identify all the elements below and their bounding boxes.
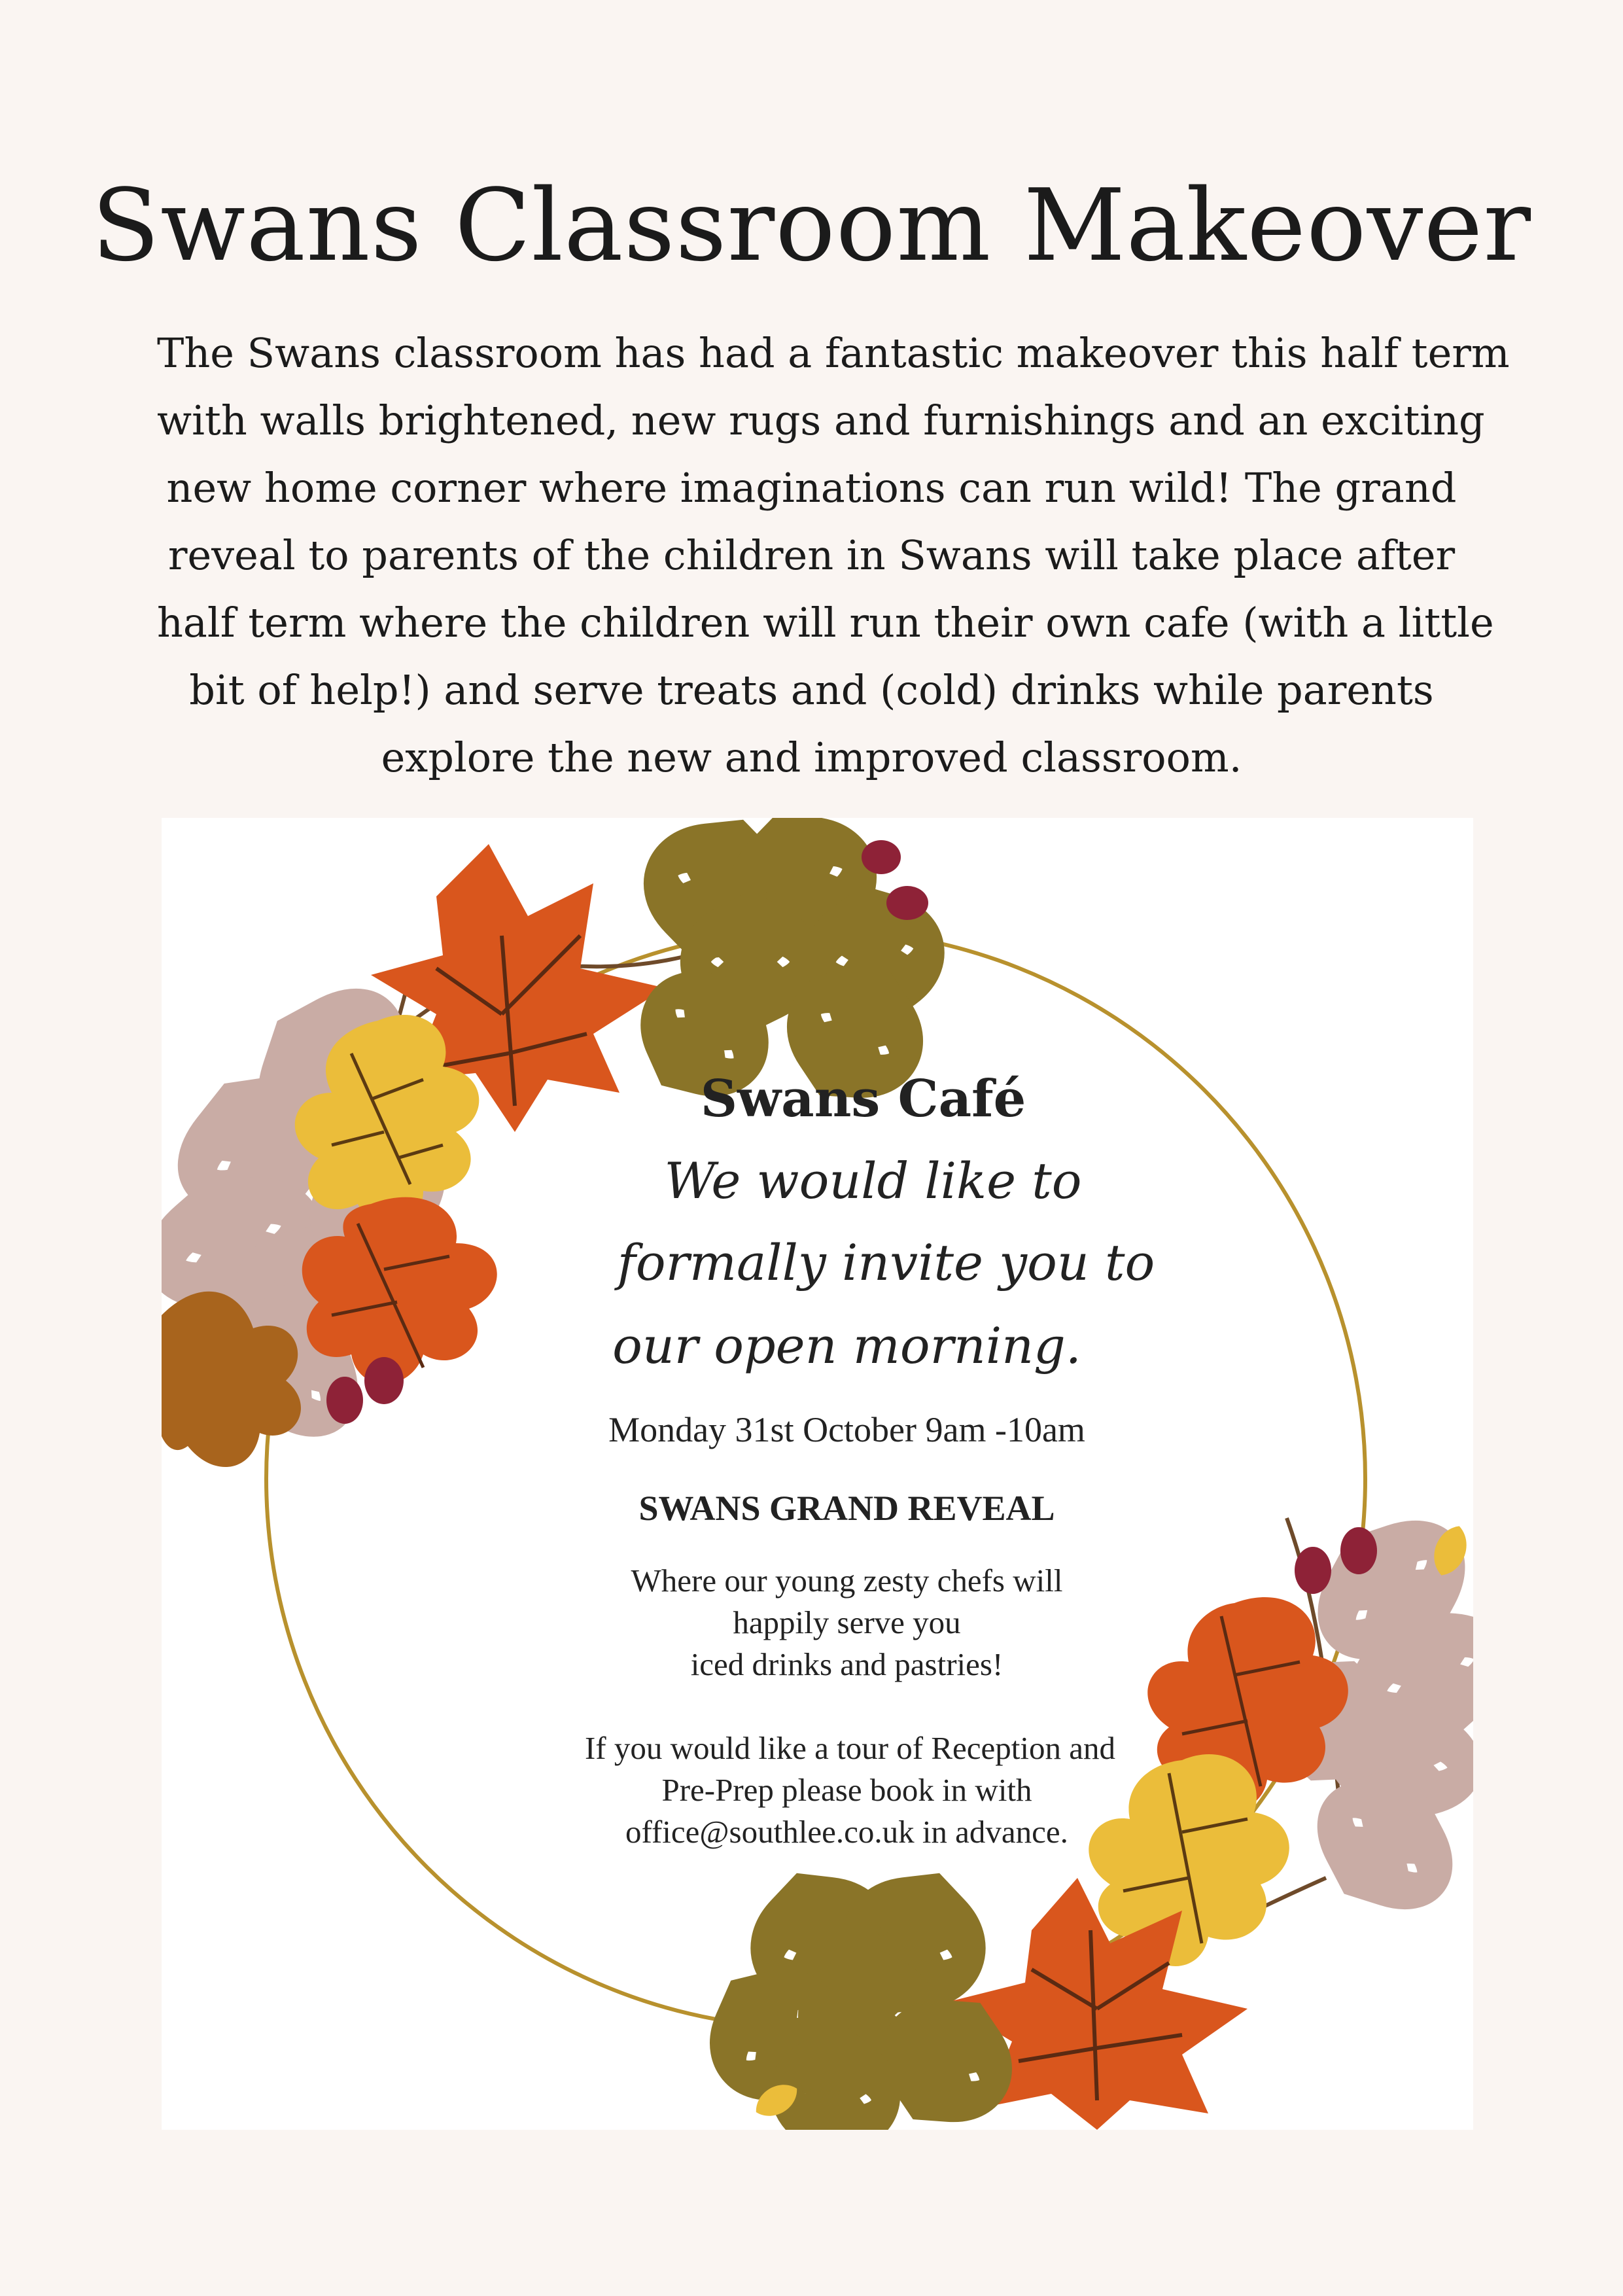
intro-line: The Swans classroom has had a fantastic makeover this half term <box>157 329 1510 377</box>
page-title: Swans Classroom Makeover <box>91 168 1532 283</box>
invite-line: We would like to <box>664 1152 1082 1210</box>
autumn-wreath-illustration <box>162 818 1473 2130</box>
intro-line: explore the new and improved classroom. <box>381 733 1242 781</box>
event-date: Monday 31st October 9am -10am <box>608 1410 1085 1449</box>
chefs-line: Where our young zesty chefs will <box>631 1563 1063 1598</box>
tour-line: If you would like a tour of Reception and <box>584 1730 1115 1766</box>
invite-line: our open morning. <box>612 1316 1081 1375</box>
intro-line: new home corner where imaginations can run wild! The grand <box>166 464 1457 512</box>
chefs-line: happily serve you <box>733 1604 961 1640</box>
event-headline: SWANS GRAND REVEAL <box>638 1489 1055 1528</box>
intro-line: with walls brightened, new rugs and furnishings and an exciting <box>157 397 1485 444</box>
chefs-line: iced drinks and pastries! <box>690 1646 1003 1682</box>
cafe-name: Swans Café <box>700 1069 1026 1129</box>
invitation-flyer <box>162 818 1473 2130</box>
intro-line: half term where the children will run their own cafe (with a little <box>157 599 1494 646</box>
tour-email-line: office@southlee.co.uk in advance. <box>625 1814 1068 1850</box>
invite-line: formally invite you to <box>617 1233 1155 1292</box>
intro-paragraph <box>157 319 1510 791</box>
intro-line: bit of help!) and serve treats and (cold) drinks while parents <box>189 666 1434 714</box>
tour-line: Pre-Prep please book in with <box>661 1772 1032 1808</box>
intro-line: reveal to parents of the children in Swans will take place after <box>167 531 1456 579</box>
